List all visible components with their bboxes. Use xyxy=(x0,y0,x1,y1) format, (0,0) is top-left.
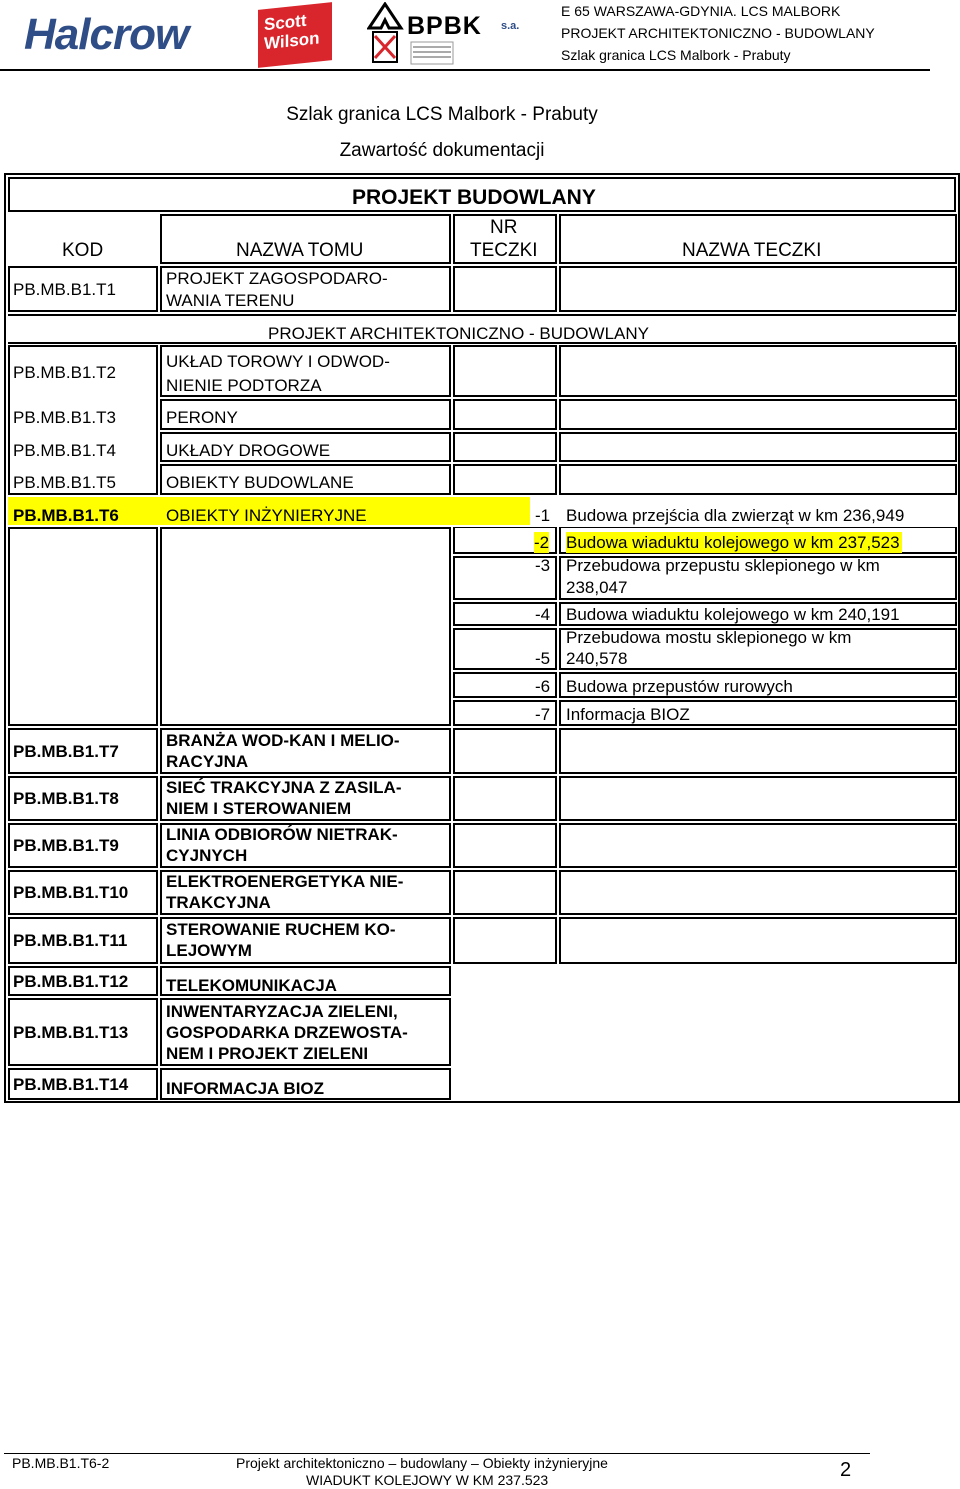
row-t6-kod: PB.MB.B1.T6 xyxy=(13,506,119,525)
row-t1-nazwa-1: PROJEKT ZAGOSPODARO- xyxy=(166,269,388,288)
row-t3-kod: PB.MB.B1.T3 xyxy=(13,408,116,427)
header-line3: Szlak granica LCS Malbork - Prabuty xyxy=(561,47,791,63)
row-t8-kod: PB.MB.B1.T8 xyxy=(13,789,119,808)
row-t9-nazwa-1: LINIA ODBIORÓW NIETRAK- xyxy=(166,825,398,844)
row-t9-kod: PB.MB.B1.T9 xyxy=(13,836,119,855)
document-subtitle: Zawartość dokumentacji xyxy=(339,140,545,161)
banner-title: PROJEKT BUDOWLANY xyxy=(352,186,596,209)
row-t2-kod: PB.MB.B1.T2 xyxy=(13,363,116,382)
row-t13-nazwa-2: GOSPODARKA DRZEWOSTA- xyxy=(166,1023,408,1042)
col-header-teczki: TECZKI xyxy=(470,240,538,261)
teczka-1-nr: -1 xyxy=(535,506,551,525)
col-header-nazwa-tomu: NAZWA TOMU xyxy=(236,240,364,261)
row-t3-teczka-cell xyxy=(559,399,957,430)
col-header-kod: KOD xyxy=(62,240,104,261)
row-t9-nr-cell xyxy=(453,823,557,868)
row-t10-nazwa-1: ELEKTROENERGETYKA NIE- xyxy=(166,872,404,891)
row-t11-nazwa-2: LEJOWYM xyxy=(166,941,252,960)
row-t2-teczka-cell xyxy=(559,345,957,397)
row-t10-teczka-cell xyxy=(559,870,957,915)
teczka-2-nazwa: Budowa wiaduktu kolejowego w km 237,523 xyxy=(566,533,900,552)
page-number: 2 xyxy=(840,1459,852,1481)
bpbk-wordmark: BPBK xyxy=(407,12,482,40)
row-t7-teczka-cell xyxy=(559,728,957,774)
row-t9-teczka-cell xyxy=(559,823,957,868)
row-t11-kod: PB.MB.B1.T11 xyxy=(13,931,128,950)
row-t3-nazwa: PERONY xyxy=(166,408,238,427)
row-t1-nr-cell xyxy=(453,266,557,312)
teczka-2-nr: -2 xyxy=(534,533,550,552)
teczka-3-nazwa-1: Przebudowa przepustu sklepionego w km xyxy=(566,556,880,575)
teczka-7-nazwa: Informacja BIOZ xyxy=(566,705,690,724)
teczka-1-nazwa: Budowa przejścia dla zwierząt w km 236,949 xyxy=(566,506,905,525)
section-label: PROJEKT ARCHITEKTONICZNO - BUDOWLANY xyxy=(268,324,649,343)
footer-line1: Projekt architektoniczno – budowlany – Obiekty inżynieryjne xyxy=(236,1455,608,1471)
row-t2-nazwa-1: UKŁAD TOROWY I ODWOD- xyxy=(166,352,390,371)
col-header-nazwa-teczki: NAZWA TECZKI xyxy=(682,240,822,261)
row-t10-kod: PB.MB.B1.T10 xyxy=(13,883,129,902)
row-t6-nazwa: OBIEKTY INŻYNIERYJNE xyxy=(166,506,367,525)
row-t3-nr-cell xyxy=(453,399,557,430)
row-t10-nazwa-2: TRAKCYJNA xyxy=(166,893,271,912)
row-t11-teczka-cell xyxy=(559,917,957,964)
header-rule xyxy=(0,69,930,71)
header-line2: PROJEKT ARCHITEKTONICZNO - BUDOWLANY xyxy=(561,25,875,41)
header-line1: E 65 WARSZAWA-GDYNIA. LCS MALBORK xyxy=(561,3,841,19)
row-t5-nazwa: OBIEKTY BUDOWLANE xyxy=(166,473,354,492)
footer-rule xyxy=(4,1453,870,1454)
scott-wilson-logo-line1: Scott xyxy=(264,10,307,35)
row-t7-kod: PB.MB.B1.T7 xyxy=(13,742,119,761)
row-t4-teczka-cell xyxy=(559,432,957,462)
document-title: Szlak granica LCS Malbork - Prabuty xyxy=(286,104,598,125)
row-t6-kod-cont xyxy=(8,527,158,726)
footer-code: PB.MB.B1.T6-2 xyxy=(12,1455,110,1471)
teczka-7-nr: -7 xyxy=(535,705,551,724)
bpbk-sa: s.a. xyxy=(501,20,520,32)
row-t4-nazwa: UKŁADY DROGOWE xyxy=(166,441,331,460)
row-t11-nazwa-1: STEROWANIE RUCHEM KO- xyxy=(166,920,396,939)
teczka-3-nr: -3 xyxy=(535,556,551,575)
row-t7-nr-cell xyxy=(453,728,557,774)
teczka-6-nazwa: Budowa przepustów rurowych xyxy=(566,677,793,696)
footer-line2: WIADUKT KOLEJOWY W KM 237.523 xyxy=(306,1472,549,1488)
halcrow-logo: Halcrow xyxy=(24,10,189,59)
teczka-6-nr: -6 xyxy=(535,677,551,696)
row-t5-nr-cell xyxy=(453,464,557,495)
row-t2-nazwa-2: NIENIE PODTORZA xyxy=(166,376,322,395)
scott-wilson-logo xyxy=(258,2,332,68)
scott-wilson-logo-line2: Wilson xyxy=(264,28,320,54)
row-t8-nr-cell xyxy=(453,776,557,821)
row-t14-nazwa: INFORMACJA BIOZ xyxy=(166,1079,325,1098)
row-t13-nazwa-1: INWENTARYZACJA ZIELENI, xyxy=(166,1002,398,1021)
teczka-5-nazwa-1: Przebudowa mostu sklepionego w km xyxy=(566,628,852,647)
header-info xyxy=(561,0,875,66)
row-t4-kod: PB.MB.B1.T4 xyxy=(13,441,116,460)
teczka-4-nazwa: Budowa wiaduktu kolejowego w km 240,191 xyxy=(566,605,900,624)
row-t10-nr-cell xyxy=(453,870,557,915)
row-t1-nazwa-2: WANIA TERENU xyxy=(166,291,295,310)
col-header-nr: NR xyxy=(490,217,518,238)
row-t13-kod: PB.MB.B1.T13 xyxy=(13,1023,129,1042)
row-t14-kod: PB.MB.B1.T14 xyxy=(13,1075,129,1094)
bpbk-logo xyxy=(367,2,527,66)
row-t12-nazwa: TELEKOMUNIKACJA xyxy=(166,976,337,995)
row-t4-nr-cell xyxy=(453,432,557,462)
row-t7-nazwa-2: RACYJNA xyxy=(166,752,249,771)
teczka-5-nr: -5 xyxy=(535,649,551,668)
row-t1-teczka-cell xyxy=(559,266,957,312)
row-t5-kod: PB.MB.B1.T5 xyxy=(13,473,116,492)
row-t9-nazwa-2: CYJNYCH xyxy=(166,846,248,865)
teczka-4-nr: -4 xyxy=(535,605,551,624)
row-t7-nazwa-1: BRANŻA WOD-KAN I MELIO- xyxy=(166,731,400,750)
row-t5-teczka-cell xyxy=(559,464,957,495)
row-t8-nazwa-1: SIEĆ TRAKCYJNA Z ZASILA- xyxy=(166,778,402,797)
row-t8-nazwa-2: NIEM I STEROWANIEM xyxy=(166,799,352,818)
row-t2-nr-cell xyxy=(453,345,557,397)
teczka-3-nazwa-2: 238,047 xyxy=(566,578,628,597)
teczka-5-nazwa-2: 240,578 xyxy=(566,649,628,668)
row-t1-kod: PB.MB.B1.T1 xyxy=(13,280,116,299)
row-t8-teczka-cell xyxy=(559,776,957,821)
row-t11-nr-cell xyxy=(453,917,557,964)
row-t6-nazwa-cont xyxy=(160,527,451,726)
row-t12-kod: PB.MB.B1.T12 xyxy=(13,972,129,991)
row-t13-nazwa-3: NEM I PROJEKT ZIELENI xyxy=(166,1044,369,1063)
